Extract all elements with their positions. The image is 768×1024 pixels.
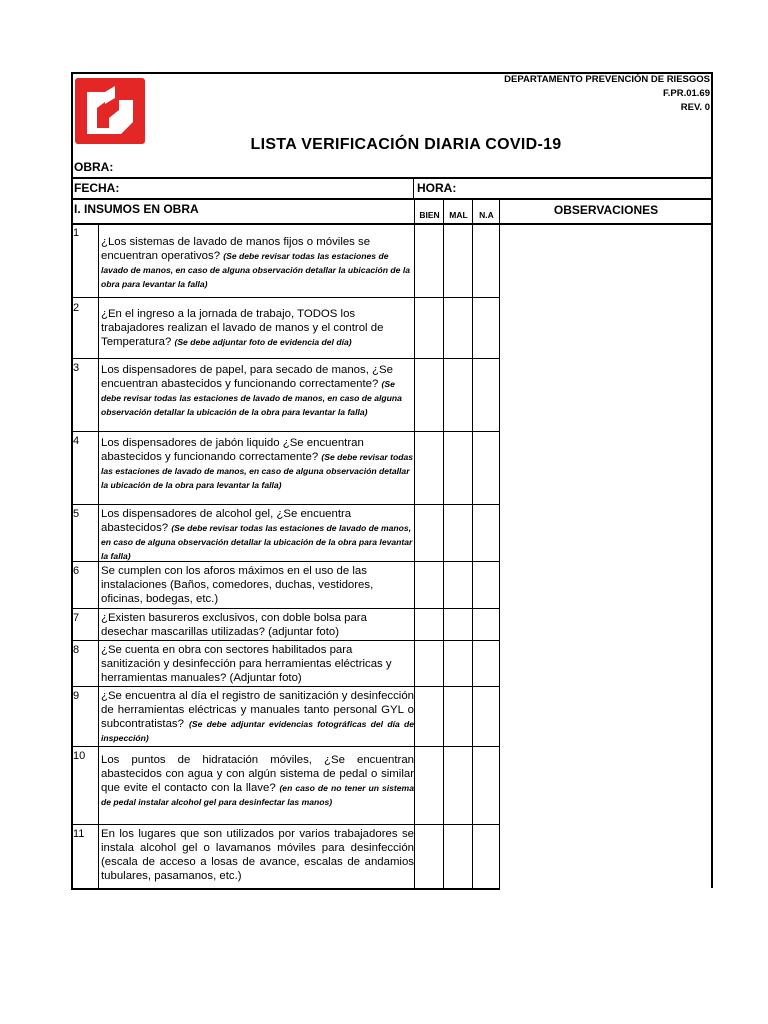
item-question (101, 643, 414, 685)
item-question (101, 753, 414, 809)
form-revision: REV. 0 (680, 102, 710, 113)
item-note: (Se debe revisar todas las estaciones de lavado de manos, en caso de alguna observación detallar la ubicación de la obra para levantar la falla) (101, 251, 411, 289)
column-divider (414, 199, 415, 889)
item-text: Los dispensadores de jabón liquido ¿Se encuentran abastecidos y funcionando correctamente? (101, 437, 364, 463)
item-note: (en caso de no tener un sistema de pedal instalar alcohol gel para desinfectar las manos) (101, 783, 414, 807)
divider-line (71, 223, 712, 225)
item-number: 4 (73, 435, 80, 447)
item-question (101, 307, 414, 349)
section-title: I. INSUMOS EN OBRA (74, 202, 199, 216)
obra-label: OBRA: (74, 160, 114, 174)
item-question (101, 827, 414, 883)
row-divider (71, 431, 500, 432)
row-divider (71, 746, 500, 747)
header-meta (504, 73, 710, 115)
item-note: (Se debe revisar todas las estaciones de lavado de manos, en caso de alguna observación detallar la ubicación de la obra para levantar la falla) (101, 523, 413, 561)
item-number: 10 (73, 750, 86, 762)
divider-line (413, 178, 414, 198)
row-divider (71, 686, 500, 687)
item-number: 7 (73, 612, 80, 624)
divider-line (71, 177, 712, 179)
item-number: 5 (73, 508, 80, 520)
item-text: Los dispensadores de alcohol gel, ¿Se encuentra abastecidos? (101, 508, 352, 534)
form-left-border (71, 72, 73, 890)
item-question (101, 689, 414, 745)
row-divider (71, 358, 500, 359)
hora-label: HORA: (417, 181, 457, 195)
item-text: En los lugares que son utilizados por varios trabajadores se instala alcohol gel o lavamanos móviles para desinfección (escala de acceso a losas de avance, escalas de andamios tubulares, pasamanos, etc.) (101, 828, 414, 882)
row-divider (71, 608, 500, 609)
column-mal: MAL (449, 210, 468, 220)
item-question (101, 611, 414, 639)
item-question (101, 564, 414, 606)
column-na: N.A (479, 210, 494, 220)
item-question (101, 436, 414, 492)
item-number: 1 (73, 227, 80, 239)
column-observaciones: OBSERVACIONES (553, 203, 659, 217)
item-text: Se cumplen con los aforos máximos en el uso de las instalaciones (Baños, comedores, duchas, vestidores, oficinas, bodegas, etc.) (101, 565, 374, 605)
item-number: 2 (73, 302, 80, 314)
number-column-divider (98, 224, 99, 890)
item-text: ¿En el ingreso a la jornada de trabajo, TODOS los trabajadores realizan el lavado de manos y el control de Temperatura? (101, 308, 384, 348)
row-divider (71, 504, 500, 505)
row-divider (71, 640, 500, 641)
item-note: (Se debe adjuntar evidencias fotográficas del día de inspección) (101, 719, 414, 743)
item-text: ¿Se encuentra al día el registro de sanitización y desinfección de herramientas eléctricas y manuales tanto personal GYL o subcontratistas? (101, 690, 414, 730)
form-code: F.PR.01.69 (663, 88, 710, 99)
item-question (101, 507, 414, 563)
column-bien: BIEN (419, 210, 440, 220)
item-number: 9 (73, 690, 80, 702)
item-text: Los dispensadores de papel, para secado de manos, ¿Se encuentran abastecidos y funcionando correctamente? (101, 364, 393, 390)
item-text: Los puntos de hidratación móviles, ¿Se encuentran abastecidos con agua y con algún sistema de pedal o similar que evite el contacto con la llave? (101, 754, 414, 794)
column-divider (443, 199, 444, 889)
row-divider (71, 888, 500, 890)
item-text: ¿Los sistemas de lavado de manos fijos o móviles se encuentran operativos? (101, 236, 371, 262)
form-title: LISTA VERIFICACIÓN DIARIA COVID-19 (250, 136, 562, 153)
item-note: (Se debe adjuntar foto de evidencia del día) (174, 337, 352, 347)
item-number: 11 (73, 828, 85, 840)
row-divider (71, 297, 500, 298)
logo-mark-icon (75, 78, 145, 144)
item-question (101, 363, 414, 419)
row-divider (71, 824, 500, 825)
column-divider (499, 199, 500, 889)
item-note: (Se debe revisar todas las estaciones de lavado de manos, en caso de alguna observación detallar la ubicación de la obra para levantar la falla) (101, 379, 402, 417)
divider-line (71, 198, 712, 200)
department-name: DEPARTAMENTO PREVENCIÓN DE RIESGOS (504, 74, 710, 85)
item-text: ¿Existen basureros exclusivos, con doble bolsa para desechar mascarillas utilizadas? (adjuntar foto) (101, 612, 367, 638)
fecha-label: FECHA: (74, 181, 120, 195)
company-logo (75, 78, 145, 144)
item-number: 6 (73, 565, 80, 577)
form-right-border (711, 72, 713, 888)
item-number: 3 (73, 362, 80, 374)
item-number: 8 (73, 644, 80, 656)
item-question (101, 235, 414, 291)
item-note: (Se debe revisar todas las estaciones de lavado de manos, en caso de alguna observación detallar la ubicación de la obra para levantar la falla) (101, 452, 414, 490)
column-divider (472, 199, 473, 889)
item-text: ¿Se cuenta en obra con sectores habilitados para sanitización y desinfección para herramientas eléctricas y herramientas manuales? (Adjuntar foto) (101, 644, 392, 684)
